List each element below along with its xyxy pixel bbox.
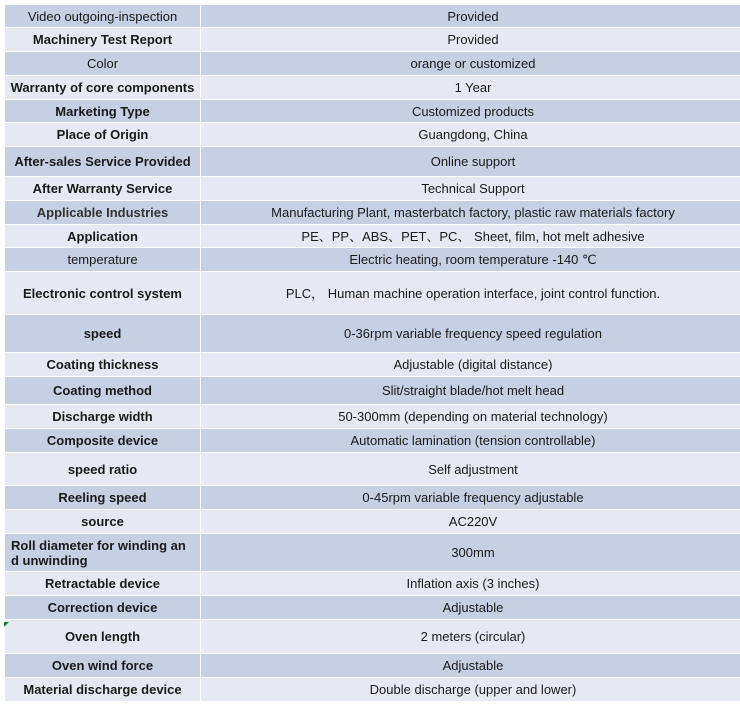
row-value: 1 Year [201,76,740,100]
row-label: Machinery Test Report [5,28,201,52]
row-label: Place of Origin [5,123,201,147]
row-label: Retractable device [5,572,201,596]
row-label: After Warranty Service [5,177,201,201]
row-value: Adjustable (digital distance) [201,353,740,377]
row-value: Inflation axis (3 inches) [201,572,740,596]
row-value: 2 meters (circular) [201,620,740,654]
row-label: After-sales Service Provided [5,147,201,177]
table-row [5,201,740,225]
table-row [5,272,740,315]
row-value: PE、PP、ABS、PET、PC、 Sheet, film, hot melt adhesive [201,225,740,248]
table-row [5,225,740,248]
row-value: Slit/straight blade/hot melt head [201,377,740,405]
row-label: Warranty of core components [5,76,201,100]
row-value: Provided [201,28,740,52]
table-row [5,654,740,678]
row-value: Automatic lamination (tension controllable) [201,429,740,453]
row-value: Adjustable [201,596,740,620]
table-row [5,28,740,52]
table-row [5,510,740,534]
row-label: Coating method [5,377,201,405]
row-label: Coating thickness [5,353,201,377]
row-value: Double discharge (upper and lower) [201,678,740,702]
row-label: Correction device [5,596,201,620]
row-value: 0-45rpm variable frequency adjustable [201,486,740,510]
table-row [5,429,740,453]
row-value: Customized products [201,100,740,123]
row-label: Applicable Industries [5,201,201,225]
table-row [5,147,740,177]
table-row [5,405,740,429]
table-row [5,5,740,28]
spec-table [4,4,740,702]
row-value: PLC， Human machine operation interface, joint control function. [201,272,740,315]
table-row [5,377,740,405]
table-row [5,177,740,201]
row-value: 0-36rpm variable frequency speed regulation [201,315,740,353]
table-row [5,534,740,572]
row-label: Discharge width [5,405,201,429]
row-label: Application [5,225,201,248]
table-row [5,353,740,377]
table-row [5,100,740,123]
row-value: AC220V [201,510,740,534]
table-row [5,678,740,702]
row-label: Oven length [5,620,201,654]
table-row [5,572,740,596]
row-label: Material discharge device [5,678,201,702]
row-value: Self adjustment [201,453,740,486]
table-row [5,123,740,147]
table-row [5,248,740,272]
table-row [5,76,740,100]
row-label: Color [5,52,201,76]
row-label: Composite device [5,429,201,453]
row-label: speed ratio [5,453,201,486]
row-value: orange or customized [201,52,740,76]
row-value: Electric heating, room temperature -140 ℃ [201,248,740,272]
row-value: Manufacturing Plant, masterbatch factory, plastic raw materials factory [201,201,740,225]
row-value: Guangdong, China [201,123,740,147]
row-label: Oven wind force [5,654,201,678]
table-row [5,620,740,654]
row-label: speed [5,315,201,353]
table-row [5,315,740,353]
cell-comment-marker [4,622,9,627]
row-value: Provided [201,5,740,28]
row-label: Electronic control system [5,272,201,315]
table-row [5,486,740,510]
table-row [5,596,740,620]
row-label: Video outgoing-inspection [5,5,201,28]
row-label: temperature [5,248,201,272]
row-value: 300mm [201,534,740,572]
row-value: Technical Support [201,177,740,201]
row-label: source [5,510,201,534]
row-value: 50-300mm (depending on material technology) [201,405,740,429]
row-label: Reeling speed [5,486,201,510]
row-label: Marketing Type [5,100,201,123]
row-label: Roll diameter for winding an d unwinding [5,534,201,572]
table-row [5,52,740,76]
table-row [5,453,740,486]
row-value: Adjustable [201,654,740,678]
row-value: Online support [201,147,740,177]
